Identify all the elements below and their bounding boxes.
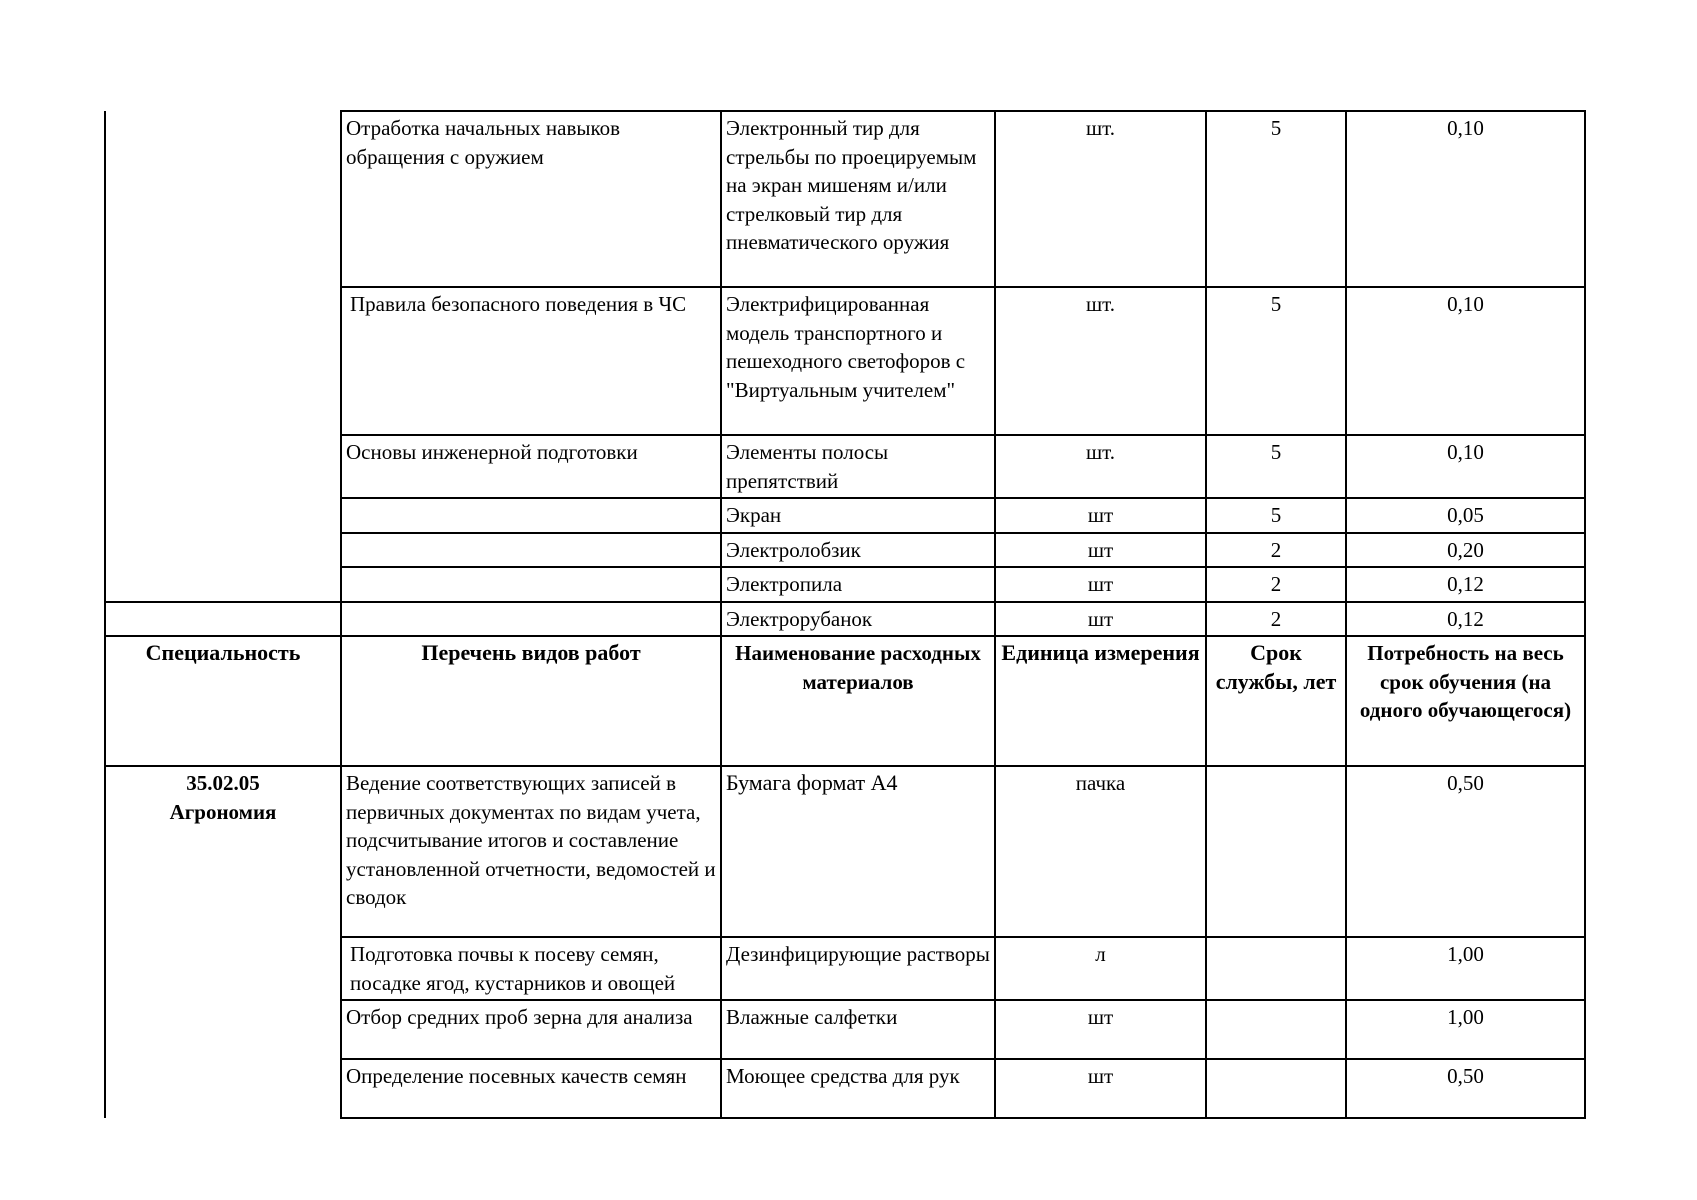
table-row — [105, 937, 1585, 1000]
table-header-row — [105, 636, 1585, 766]
work-cell: Основы инженерной подготовки — [341, 435, 721, 498]
work-cell: Ведение соответствующих записей в первичных документах по видам учета, подсчитывание итогов и составление установленной отчетности, ведомостей и сводок — [341, 766, 721, 937]
need-cell: 0,10 — [1346, 287, 1585, 435]
table-row — [105, 111, 1585, 287]
unit-cell: шт — [995, 533, 1206, 568]
life-cell: 5 — [1206, 435, 1346, 498]
material-cell: Элементы полосы препятствий — [721, 435, 995, 498]
specialty-cell-empty — [105, 1059, 341, 1118]
unit-cell: шт — [995, 1000, 1206, 1059]
need-cell: 0,05 — [1346, 498, 1585, 533]
header-unit: Единица измерения — [995, 636, 1206, 766]
table-row — [105, 766, 1585, 937]
material-cell: Экран — [721, 498, 995, 533]
unit-cell: шт — [995, 498, 1206, 533]
work-cell: Правила безопасного поведения в ЧС — [341, 287, 721, 435]
life-cell — [1206, 937, 1346, 1000]
specialty-cell-empty — [105, 602, 341, 637]
specialty-name: Агрономия — [169, 799, 277, 824]
specialty-cell-empty — [105, 111, 341, 287]
materials-table — [104, 110, 1586, 1119]
life-cell: 2 — [1206, 567, 1346, 602]
specialty-cell-empty — [105, 937, 341, 1000]
specialty-cell-empty — [105, 1000, 341, 1059]
table-row — [105, 533, 1585, 568]
work-cell — [341, 533, 721, 568]
header-works: Перечень видов работ — [341, 636, 721, 766]
need-cell: 0,50 — [1346, 1059, 1585, 1118]
unit-cell: л — [995, 937, 1206, 1000]
need-cell: 0,12 — [1346, 602, 1585, 637]
material-cell: Электрорубанок — [721, 602, 995, 637]
work-cell: Подготовка почвы к посеву семян, посадке ягод, кустарников и овощей — [341, 937, 721, 1000]
need-cell: 0,10 — [1346, 111, 1585, 287]
header-need: Потребность на весь срок обучения (на одного обучающегося) — [1346, 636, 1585, 766]
unit-cell: шт — [995, 567, 1206, 602]
specialty-code: 35.02.05 — [186, 771, 260, 795]
header-specialty: Специальность — [105, 636, 341, 766]
unit-cell: шт. — [995, 287, 1206, 435]
specialty-cell-empty — [105, 287, 341, 435]
header-life: Срок службы, лет — [1206, 636, 1346, 766]
unit-cell: шт. — [995, 435, 1206, 498]
table-row — [105, 435, 1585, 498]
work-cell — [341, 498, 721, 533]
life-cell: 5 — [1206, 111, 1346, 287]
life-cell: 5 — [1206, 287, 1346, 435]
table-row — [105, 498, 1585, 533]
life-cell: 2 — [1206, 533, 1346, 568]
need-cell: 0,20 — [1346, 533, 1585, 568]
material-cell: Моющее средства для рук — [721, 1059, 995, 1118]
need-cell: 1,00 — [1346, 937, 1585, 1000]
table-row — [105, 567, 1585, 602]
table-row — [105, 287, 1585, 435]
work-cell: Отбор средних проб зерна для анализа — [341, 1000, 721, 1059]
life-cell: 2 — [1206, 602, 1346, 637]
specialty-cell-empty — [105, 533, 341, 568]
material-cell: Бумага формат А4 — [721, 766, 995, 937]
specialty-cell — [105, 766, 341, 937]
need-cell: 0,50 — [1346, 766, 1585, 937]
specialty-cell-empty — [105, 567, 341, 602]
unit-cell: шт. — [995, 111, 1206, 287]
header-materials: Наименование расходных материалов — [721, 636, 995, 766]
unit-cell: шт — [995, 1059, 1206, 1118]
work-cell: Отработка начальных навыков обращения с оружием — [341, 111, 721, 287]
need-cell: 0,12 — [1346, 567, 1585, 602]
material-cell: Электронный тир для стрельбы по проецируемым на экран мишеням и/или стрелковый тир для пневматического оружия — [721, 111, 995, 287]
material-cell: Дезинфицирующие растворы — [721, 937, 995, 1000]
work-cell — [341, 567, 721, 602]
table-row — [105, 1059, 1585, 1118]
unit-cell: пачка — [995, 766, 1206, 937]
life-cell — [1206, 1000, 1346, 1059]
life-cell — [1206, 766, 1346, 937]
material-cell: Электропила — [721, 567, 995, 602]
material-cell: Электрифицированная модель транспортного и пешеходного светофоров с "Виртуальным учителем" — [721, 287, 995, 435]
work-cell — [341, 602, 721, 637]
life-cell: 5 — [1206, 498, 1346, 533]
work-cell: Определение посевных качеств семян — [341, 1059, 721, 1118]
material-cell: Влажные салфетки — [721, 1000, 995, 1059]
table-row — [105, 1000, 1585, 1059]
unit-cell: шт — [995, 602, 1206, 637]
need-cell: 1,00 — [1346, 1000, 1585, 1059]
material-cell: Электролобзик — [721, 533, 995, 568]
need-cell: 0,10 — [1346, 435, 1585, 498]
life-cell — [1206, 1059, 1346, 1118]
specialty-cell-empty — [105, 498, 341, 533]
table-row — [105, 602, 1585, 637]
specialty-cell-empty — [105, 435, 341, 498]
